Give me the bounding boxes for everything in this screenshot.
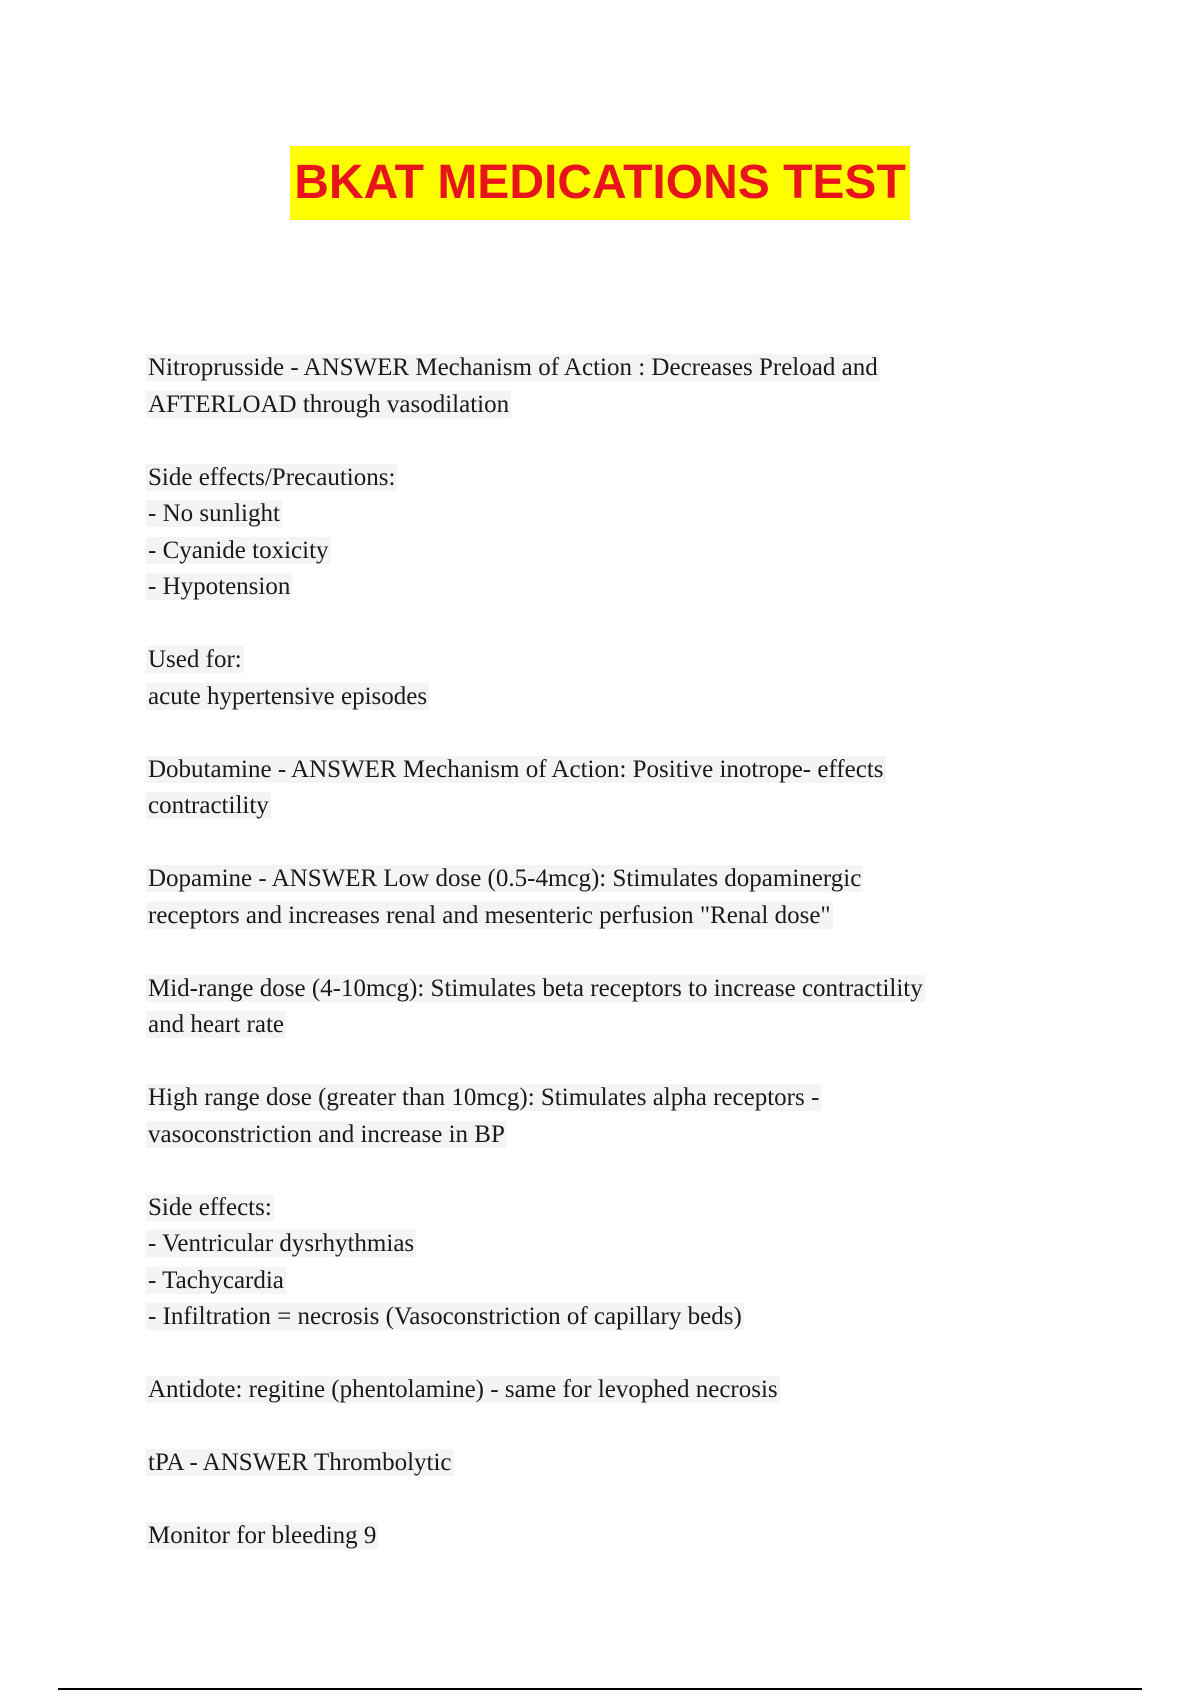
paragraph-gap	[146, 1482, 1046, 1519]
body-line: Mid-range dose (4-10mcg): Stimulates beta receptors to increase contractility	[148, 974, 923, 1002]
title-wrapper	[0, 146, 1200, 220]
paragraph-gap	[146, 825, 1046, 862]
body-line: Monitor for bleeding 9	[148, 1522, 377, 1549]
body-line: tPA - ANSWER Thrombolytic	[148, 1449, 452, 1476]
paragraph-gap	[146, 1409, 1046, 1446]
body-line: - Tachycardia	[148, 1266, 284, 1294]
document-body	[146, 350, 1046, 1555]
paragraph-gap	[146, 1336, 1046, 1373]
body-line: Dopamine - ANSWER Low dose (0.5-4mcg): Stimulates dopaminergic	[148, 865, 862, 892]
paragraph-gap	[146, 1044, 1046, 1081]
body-line: vasoconstriction and increase in BP	[148, 1120, 505, 1148]
body-line: High range dose (greater than 10mcg): Stimulates alpha receptors -	[148, 1084, 820, 1111]
body-line: Antidote: regitine (phentolamine) - same for levophed necrosis	[148, 1376, 778, 1403]
document-title: BKAT MEDICATIONS TEST	[290, 146, 910, 220]
body-line: - Cyanide toxicity	[148, 536, 329, 564]
body-line: - No sunlight	[148, 500, 280, 527]
body-line: Side effects/Precautions:	[148, 463, 396, 491]
body-line: Dobutamine - ANSWER Mechanism of Action: Positive inotrope- effects	[148, 755, 884, 783]
body-line: receptors and increases renal and mesenteric perfusion "Renal dose"	[148, 901, 831, 929]
body-line: AFTERLOAD through vasodilation	[148, 390, 510, 418]
paragraph-gap	[146, 423, 1046, 460]
paragraph-gap	[146, 606, 1046, 643]
body-line: and heart rate	[148, 1011, 285, 1038]
body-line: - Infiltration = necrosis (Vasoconstriction of capillary beds)	[148, 1303, 742, 1330]
body-line: Used for:	[148, 646, 242, 673]
footer-divider	[58, 1688, 1142, 1690]
body-line: Nitroprusside - ANSWER Mechanism of Action : Decreases Preload and	[148, 354, 878, 381]
body-line: acute hypertensive episodes	[148, 682, 428, 710]
paragraph-gap	[146, 934, 1046, 971]
body-line: - Ventricular dysrhythmias	[148, 1230, 415, 1257]
paragraph-gap	[146, 715, 1046, 752]
body-line: contractility	[148, 792, 269, 819]
body-line: - Hypotension	[148, 573, 291, 600]
body-line: Side effects:	[148, 1193, 272, 1221]
paragraph-gap	[146, 1153, 1046, 1190]
